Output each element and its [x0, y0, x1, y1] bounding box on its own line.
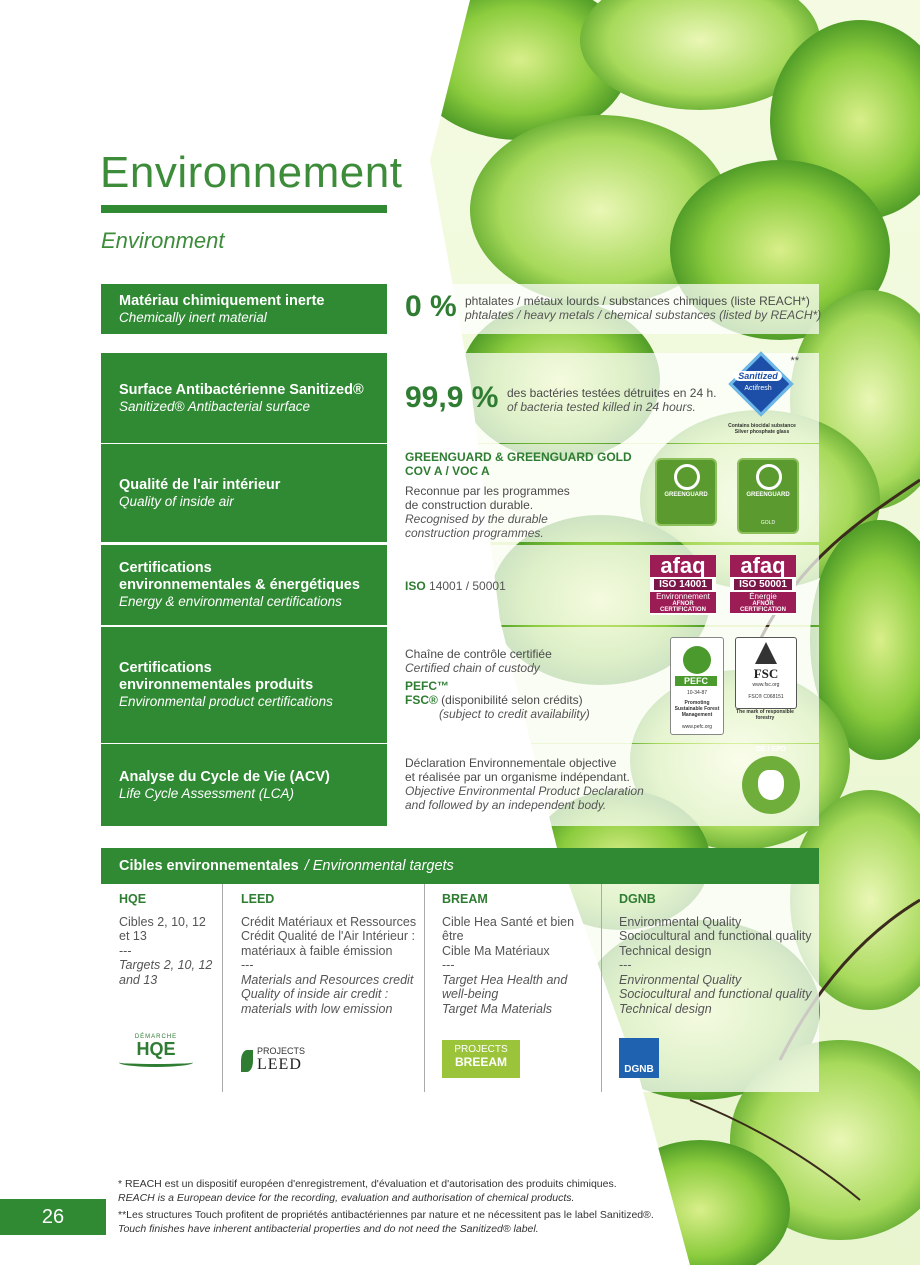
- desc-en-1: Recognised by the durable: [405, 512, 548, 526]
- greenguard-gold-label: GREENGUARD: [746, 492, 790, 498]
- target-column-bream: [442, 892, 597, 1016]
- column-divider: [424, 884, 425, 1092]
- gold-label: GOLD: [760, 520, 776, 526]
- target-fr: Cibles 2, 10, 12: [119, 914, 206, 929]
- separator: ---: [119, 943, 132, 958]
- row-energy-certifications: [101, 545, 819, 625]
- footnote-reach: [118, 1177, 617, 1205]
- sanitized-logo-text: Sanitized: [734, 371, 782, 381]
- dgnb-logo: [619, 1038, 659, 1078]
- pefc-code: 10-34-87: [686, 690, 707, 696]
- desc-fr-2: et réalisée par un organisme indépendant.: [405, 770, 630, 784]
- label-fr-2: environnementales & énergétiques: [119, 577, 360, 593]
- page-subtitle: Environment: [101, 228, 225, 253]
- label-fr-2: environnementales produits: [119, 677, 314, 693]
- leed-logo: [241, 1046, 331, 1078]
- target-en: Quality of inside air credit :: [241, 987, 389, 1001]
- hqe-logo: [119, 1034, 193, 1074]
- target-fr: Sociocultural and functional quality: [619, 929, 812, 943]
- label-en: Environmental product certifications: [119, 694, 333, 709]
- fsc-caption: The mark of responsible forestry: [736, 709, 794, 721]
- target-fr: Cible Hea Santé et bien être: [442, 914, 575, 943]
- target-en: Environmental Quality: [619, 972, 742, 987]
- desc-fr: phtalates / métaux lourds / substances chimiques (liste REACH*): [465, 294, 810, 308]
- afaq-sub-label: Énergie: [730, 592, 796, 601]
- target-fr: Crédit Qualité de l'Air Intérieur :: [241, 929, 415, 943]
- footnote-sanitized: [118, 1208, 654, 1236]
- afaq-footer: AFNOR CERTIFICATION: [730, 601, 796, 613]
- fsc-url: www.fsc.org: [752, 682, 780, 688]
- afaq-iso50001-logo: [730, 555, 796, 615]
- afaq-wordmark: afaq: [730, 555, 796, 577]
- desc-fr: des bactéries testées détruites en 24 h.: [507, 386, 717, 400]
- sanitized-caption-2: Silver phosphate glass: [734, 429, 790, 435]
- breeam-logo: [442, 1040, 520, 1078]
- row-label: [101, 545, 387, 625]
- label-fr: Matériau chimiquement inerte: [119, 292, 325, 309]
- row-label: [101, 627, 387, 743]
- target-en: Sociocultural and functional quality: [619, 987, 812, 1001]
- title-underline: [101, 205, 387, 213]
- footnote-fr: **Les structures Touch profitent de propriétés antibactériennes par nature et ne nécessitent pas le label Sanitized®.: [118, 1209, 654, 1221]
- label-en: Energy & environmental certifications: [119, 594, 342, 609]
- afaq-iso14001-logo: [650, 555, 716, 615]
- row-label: [101, 284, 387, 334]
- greenguard-label: GREENGUARD: [664, 492, 708, 498]
- target-en: Targets 2, 10, 12: [119, 958, 213, 972]
- afaq-footer: AFNOR CERTIFICATION: [650, 601, 716, 613]
- afaq-sub-label: Environnement: [650, 592, 716, 601]
- targets-heading: [101, 848, 819, 884]
- target-column-leed: [241, 892, 421, 1016]
- cov-heading: COV A / VOC A: [405, 464, 490, 478]
- target-en: Materials and Resources credit: [241, 972, 414, 987]
- leed-logo-main: LEED: [257, 1056, 302, 1073]
- row-label: [101, 744, 387, 826]
- greenguard-heading: GREENGUARD & GREENGUARD GOLD: [405, 450, 632, 464]
- target-fr: matériaux à faible émission: [241, 943, 393, 958]
- tree-icon: [683, 646, 711, 674]
- target-en: materials with low emission: [241, 1001, 393, 1016]
- ul-circle-icon: [756, 464, 782, 490]
- target-en: Target Hea Health and: [442, 972, 568, 987]
- afaq-iso-label: ISO 14001: [653, 578, 713, 591]
- separator: ---: [619, 958, 632, 972]
- sanitized-badge: [730, 361, 786, 417]
- separator: ---: [241, 958, 254, 972]
- separator: ---: [442, 958, 455, 972]
- label-en: Chemically inert material: [119, 309, 267, 325]
- pefc-url: www.pefc.org: [681, 724, 712, 730]
- target-name: HQE: [119, 892, 147, 906]
- row-chemically-inert: [101, 284, 822, 334]
- target-fr: Technical design: [619, 943, 712, 958]
- leed-logo-top: PROJECTS: [257, 1046, 306, 1056]
- row-content: [387, 627, 819, 743]
- label-fr: Analyse du Cycle de Vie (ACV): [119, 768, 330, 785]
- row-lca: [101, 744, 819, 826]
- page-title: Environnement: [100, 148, 403, 197]
- afaq-wordmark: afaq: [650, 555, 716, 577]
- row-content: [387, 353, 819, 443]
- row-antibacterial: [101, 353, 819, 443]
- row-content: [387, 284, 822, 334]
- row-content: [387, 444, 819, 542]
- label-fr: Surface Antibactérienne Sanitized®: [119, 381, 364, 398]
- row-content: [387, 744, 819, 826]
- value-percent: 99,9 %: [405, 381, 499, 414]
- hand-icon: [758, 770, 784, 800]
- column-divider: [222, 884, 223, 1092]
- greenguard-badge: [655, 458, 717, 526]
- target-fr: et 13: [119, 929, 147, 943]
- desc-en-2: and followed by an independent body.: [405, 798, 607, 812]
- sanitized-caption-1: Contains biocidal substance: [728, 423, 796, 429]
- row-air-quality: [101, 444, 819, 542]
- label-fr: Qualité de l'air intérieur: [119, 476, 281, 493]
- label-en: Life Cycle Assessment (LCA): [119, 785, 295, 801]
- footnote-en: Touch finishes have inherent antibacterial properties and do not need the Sanitized® label.: [118, 1223, 539, 1235]
- target-en: Technical design: [619, 1001, 712, 1016]
- checktree-icon: [755, 642, 777, 664]
- pefc-caption: Promoting Sustainable Forest Management: [674, 700, 720, 718]
- epd-logo: [742, 756, 800, 814]
- row-label: [101, 444, 387, 542]
- desc-fr-2: de construction durable.: [405, 498, 534, 512]
- fsc-code: FSC® C068151: [748, 694, 784, 700]
- dgnb-logo-main: DGNB: [624, 1064, 654, 1075]
- desc-en-1: Objective Environmental Product Declaration: [405, 784, 644, 798]
- target-en: Target Ma Materials: [442, 1001, 552, 1016]
- target-fr: Cible Ma Matériaux: [442, 943, 550, 958]
- pefc-logo-text: PEFC: [675, 676, 717, 686]
- footnote-en: REACH is a European device for the recording, evaluation and authorisation of chemical products.: [118, 1192, 575, 1204]
- footnote-fr: * REACH est un dispositif européen d'enregistrement, d'évaluation et d'autorisation des produits chimiques.: [118, 1178, 617, 1190]
- hqe-logo-main: HQE: [136, 1039, 176, 1059]
- label-fr-1: Certifications: [119, 560, 212, 576]
- iso-prefix: ISO: [405, 579, 426, 593]
- desc-en: phtalates / heavy metals / chemical substances (listed by REACH*): [465, 308, 822, 322]
- target-name: BREAM: [442, 892, 488, 906]
- iso-numbers: 14001 / 50001: [429, 579, 506, 593]
- breeam-logo-top: PROJECTS: [454, 1044, 508, 1055]
- greenguard-gold-badge: [737, 458, 799, 534]
- hqe-logo-top: DÉMARCHE: [134, 1034, 178, 1040]
- badge-footnote-mark: **: [790, 355, 799, 367]
- ul-circle-icon: [674, 464, 700, 490]
- desc-fr: Chaîne de contrôle certifiée: [405, 647, 552, 661]
- fsc-note-en: (subject to credit availability): [439, 707, 590, 721]
- label-en: Sanitized® Antibacterial surface: [119, 398, 311, 414]
- target-fr: Crédit Matériaux et Ressources: [241, 914, 417, 929]
- actifresh-text: Actifresh: [744, 385, 772, 392]
- pefc-logo: [670, 637, 724, 735]
- breeam-logo-main: BREEAM: [454, 1055, 507, 1069]
- page-number: 26: [0, 1199, 106, 1235]
- label-fr-1: Certifications: [119, 660, 212, 676]
- desc-fr-1: Reconnue par les programmes: [405, 484, 570, 498]
- hqe-swoosh: [119, 1058, 193, 1067]
- epd-logo-text: DE / EPD: [756, 746, 786, 753]
- column-divider: [601, 884, 602, 1092]
- target-en: and 13: [119, 972, 158, 987]
- row-content: [387, 545, 819, 625]
- label-en: Quality of inside air: [119, 493, 234, 509]
- desc-fr-1: Déclaration Environnementale objective: [405, 756, 617, 770]
- targets-heading-en: / Environmental targets: [304, 858, 454, 874]
- fsc-logo-text: FSC: [753, 666, 779, 681]
- fsc-label: FSC®: [405, 693, 438, 707]
- pefc-label: PEFC™: [405, 679, 450, 693]
- environmental-targets-section: [101, 848, 819, 1092]
- target-column-dgnb: [619, 892, 817, 1016]
- value-percent: 0 %: [405, 290, 457, 323]
- target-name: DGNB: [619, 892, 656, 906]
- row-product-certifications: [101, 627, 819, 743]
- leaf-icon: [241, 1050, 253, 1072]
- target-name: LEED: [241, 892, 275, 906]
- row-label: [101, 353, 387, 443]
- desc-en: of bacteria tested killed in 24 hours.: [507, 400, 696, 414]
- afaq-iso-label: ISO 50001: [733, 578, 793, 591]
- targets-heading-fr: Cibles environnementales: [119, 858, 299, 874]
- target-en: well-being: [442, 987, 499, 1001]
- fsc-note-fr: (disponibilité selon crédits): [437, 693, 583, 707]
- fsc-logo: [735, 637, 797, 709]
- target-fr: Environmental Quality: [619, 914, 742, 929]
- desc-en-2: construction programmes.: [405, 526, 544, 540]
- target-column-hqe: [119, 892, 219, 987]
- desc-en: Certified chain of custody: [405, 661, 540, 675]
